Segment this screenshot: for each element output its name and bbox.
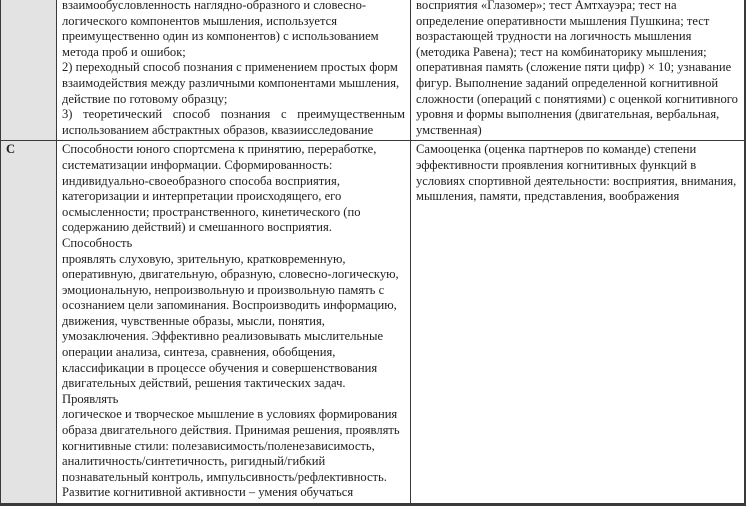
text-line: проявлять слуховую, зрительную, кратковременную, bbox=[62, 251, 346, 266]
description-cell bbox=[57, 0, 411, 141]
text-line: эффективности проявления когнитивных функций в bbox=[416, 157, 697, 172]
text-line: фигур. Выполнение заданий определенной когнитивной bbox=[416, 75, 719, 90]
text-line: операции анализа, синтеза, сравнения, обобщения, bbox=[62, 345, 336, 360]
text-line: оперативную, двигательную, образную, словесно-логическую, bbox=[62, 267, 399, 282]
methods-cell bbox=[411, 0, 746, 141]
text-line: осмысленности; пространственного, кинетического (по bbox=[62, 204, 361, 219]
text-line: восприятия «Глазомер»; тест Амтхауэра; тест на bbox=[416, 0, 677, 12]
text-line: 3) теоретический способ познания с преимущественным bbox=[62, 107, 405, 122]
text-line: Развитие когнитивной активности – умения обучаться bbox=[62, 485, 354, 500]
text-line: содержанию действий) и смешанного восприятия. Способность bbox=[62, 220, 332, 250]
text-line: логическое и творческое мышление в условиях формирования bbox=[62, 407, 398, 422]
text-line: познавательный контроль, импульсивность/рефлективность. bbox=[62, 469, 387, 484]
text-line: логического компонентов мышления, используется bbox=[62, 13, 337, 28]
text-line: оперативная память (сложение пяти цифр) × 10; узнавание bbox=[416, 60, 732, 75]
text-line: определение оперативности мышления Пушкина; тест bbox=[416, 13, 710, 28]
text-line: условиях спортивной деятельности: восприятия, внимания, bbox=[416, 173, 737, 188]
text-line: метода проб и ошибок; bbox=[62, 44, 186, 59]
text-line: умозаключения. Эффективно реализовывать мыслительные bbox=[62, 329, 384, 344]
text-line: действие по готовому образцу; bbox=[62, 91, 228, 106]
text-line: аналитичность/синтетичность, ригидный/гибкий bbox=[62, 454, 326, 469]
text-line: 2) переходный способ познания с применением простых форм bbox=[62, 60, 398, 75]
text-line: (методика Равена); тест на комбинаторику мышления; bbox=[416, 44, 707, 59]
text-line: категоризации и интерпретации происходящего, его bbox=[62, 189, 342, 204]
text-line: умственная) bbox=[416, 122, 482, 137]
text-line: возрастающей трудности на логичность мышления bbox=[416, 29, 692, 44]
text-line: двигательных действий, решения тактических задач. Проявлять bbox=[62, 376, 346, 406]
table-row bbox=[1, 0, 746, 141]
text-line: Способности юного спортсмена к принятию, переработке, bbox=[62, 142, 377, 157]
text-line: эмоциональную, непроизвольную и произвольную память с bbox=[62, 282, 385, 297]
text-line: осознанием цели запоминания. Воспроизводить информацию, bbox=[62, 298, 397, 313]
text-line: взаимодействия между различными компонентами мышления, bbox=[62, 75, 400, 90]
text-line: индивидуально-своеобразного способа восприятия, bbox=[62, 173, 340, 188]
text-line: движения, чувственные образы, мысли, понятия, bbox=[62, 313, 325, 328]
text-line: уровня и формы выполнения (двигательная, вербальная, bbox=[416, 107, 720, 122]
row-label-cell bbox=[1, 0, 57, 141]
text-line: мышления, памяти, представления, воображения bbox=[416, 189, 680, 204]
text-line: образа двигательного действия. Принимая решения, проявлять bbox=[62, 423, 400, 438]
text-line: классификации в процессе обучения и совершенствования bbox=[62, 360, 378, 375]
table-row bbox=[1, 141, 746, 505]
text-line: систематизации информации. Сформированность: bbox=[62, 157, 333, 172]
row-label-cell: С bbox=[1, 141, 57, 505]
text-line: преимущественно один из компонентов) с использованием bbox=[62, 29, 379, 44]
text-line: сложности (операций с понятиями) с оценкой когнитивного bbox=[416, 91, 738, 106]
text-line: когнитивные стили: полезависимость/поленезависимость, bbox=[62, 438, 375, 453]
text-line: взаимообусловленность наглядно-образного и словесно- bbox=[62, 0, 367, 12]
text-line: использованием абстрактных образов, квазиисследование bbox=[62, 122, 374, 137]
text-line: Самооценка (оценка партнеров по команде) степени bbox=[416, 142, 697, 157]
description-cell bbox=[57, 141, 411, 505]
methods-cell bbox=[411, 141, 746, 505]
